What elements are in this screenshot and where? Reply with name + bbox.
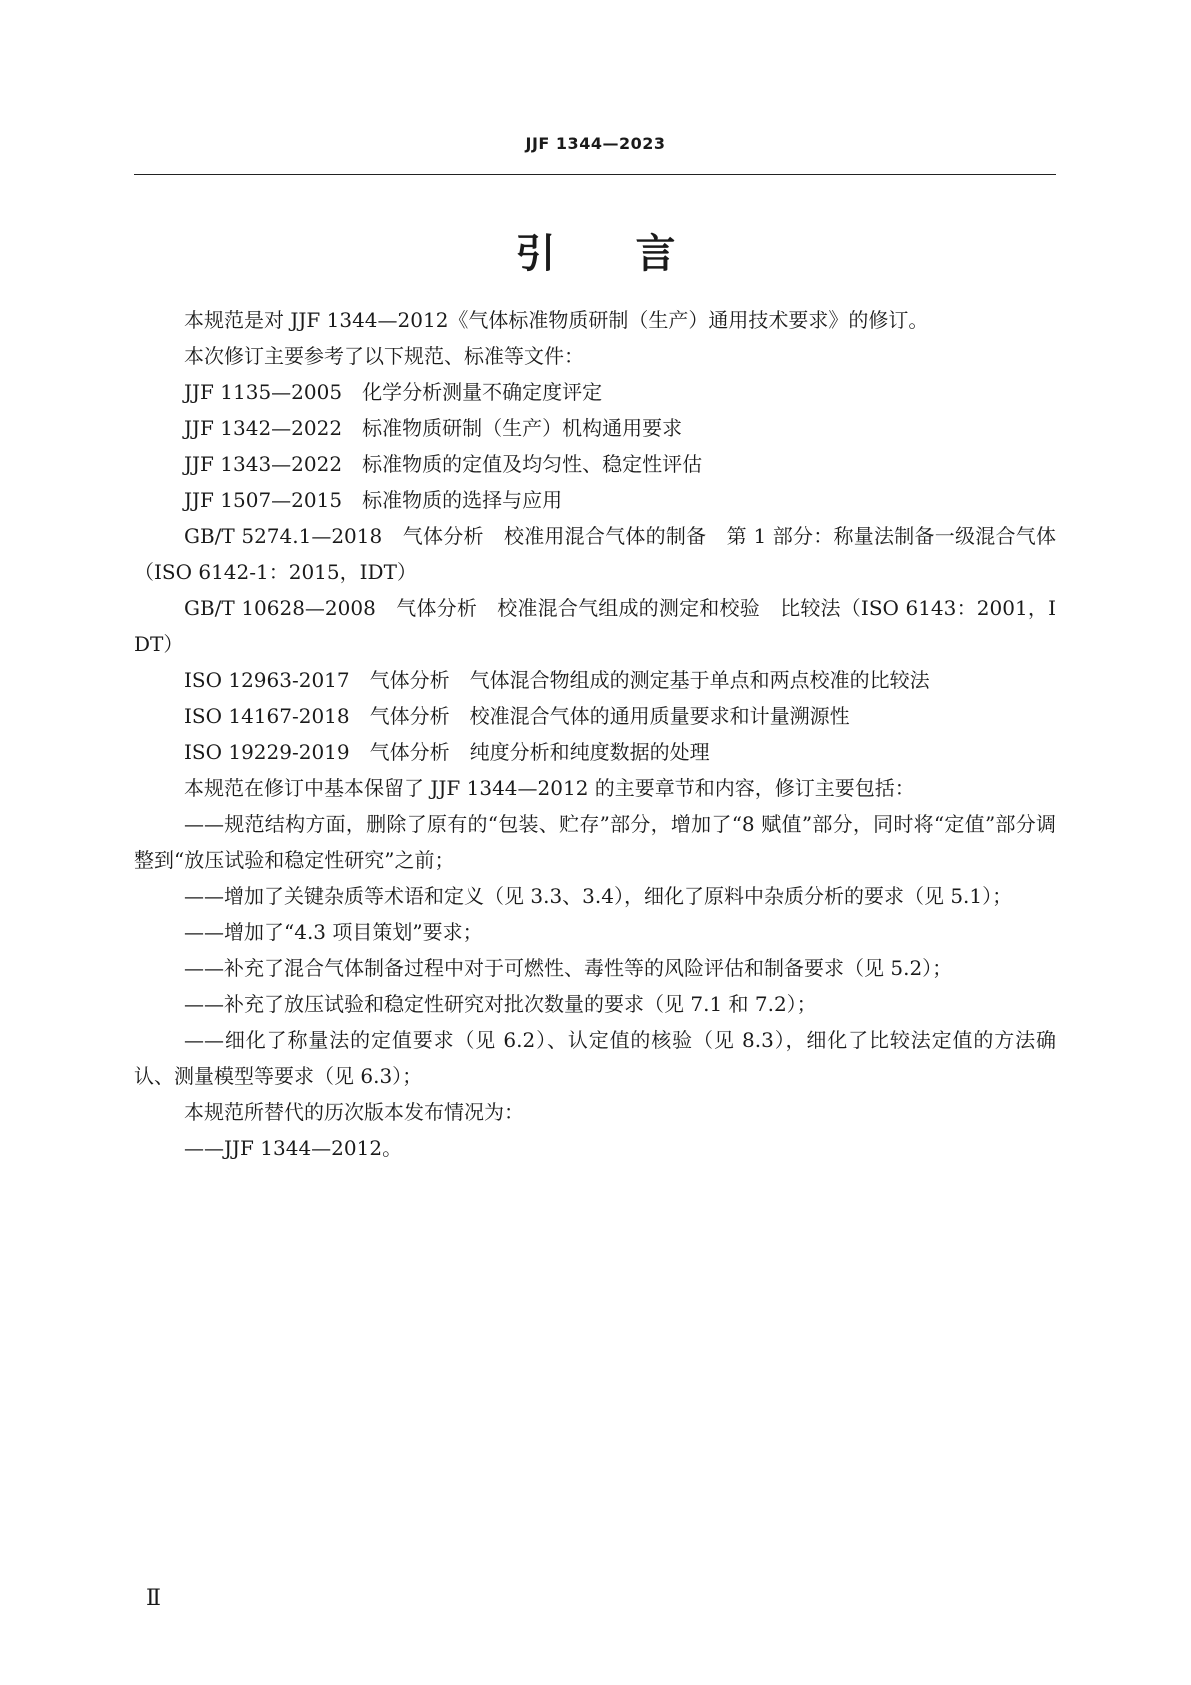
header-rule	[134, 174, 1056, 175]
reference-title: 化学分析测量不确定度评定	[362, 380, 603, 404]
reference-title: 标准物质研制（生产）机构通用要求	[362, 416, 683, 440]
reference-item	[134, 734, 1056, 770]
reference-item-long: GB/T 5274.1—2018 气体分析 校准用混合气体的制备 第 1 部分：称量法制备一级混合气体（ISO 6142-1：2015，IDT）	[134, 524, 1056, 584]
reference-item	[134, 410, 1056, 446]
change-item: ——规范结构方面，删除了原有的“包装、贮存”部分，增加了“8 赋值”部分，同时将“定值”部分调整到“放压试验和稳定性研究”之前；	[134, 812, 1056, 872]
document-header-code: JJF 1344—2023	[525, 134, 666, 153]
reference-title: 气体分析 气体混合物组成的测定基于单点和两点校准的比较法	[369, 668, 930, 692]
reference-item	[134, 698, 1056, 734]
changes-intro-paragraph: 本规范在修订中基本保留了 JJF 1344—2012 的主要章节和内容，修订主要包括：	[184, 776, 915, 800]
reference-code: JJF 1342—2022	[184, 416, 343, 440]
page-number: Ⅱ	[146, 1586, 161, 1611]
reference-title: 气体分析 校准混合气体的通用质量要求和计量溯源性	[369, 704, 850, 728]
change-item: ——增加了“4.3 项目策划”要求；	[184, 920, 483, 944]
reference-code: JJF 1343—2022	[184, 452, 343, 476]
reference-title: 气体分析 纯度分析和纯度数据的处理	[369, 740, 710, 764]
intro-paragraph: 本规范是对 JJF 1344—2012《气体标准物质研制（生产）通用技术要求》的修订。	[184, 308, 929, 332]
reference-item	[134, 662, 1056, 698]
document-body	[134, 302, 1056, 1166]
change-item: ——补充了混合气体制备过程中对于可燃性、毒性等的风险评估和制备要求（见 5.2）；	[184, 956, 953, 980]
reference-code: ISO 12963-2017	[184, 668, 350, 692]
reference-code: JJF 1135—2005	[184, 380, 343, 404]
reference-item	[134, 446, 1056, 482]
change-item: ——增加了关键杂质等术语和定义（见 3.3、3.4），细化了原料中杂质分析的要求（见 5.1）；	[184, 884, 1013, 908]
reference-code: JJF 1507—2015	[184, 488, 343, 512]
page-title: 引言	[515, 231, 756, 277]
reference-code: ISO 14167-2018	[184, 704, 350, 728]
reference-title: 标准物质的定值及均匀性、稳定性评估	[362, 452, 703, 476]
reference-item	[134, 482, 1056, 518]
history-item: ——JJF 1344—2012。	[184, 1136, 403, 1160]
change-item: ——细化了称量法的定值要求（见 6.2）、认定值的核验（见 8.3），细化了比较法定值的方法确认、测量模型等要求（见 6.3）；	[134, 1028, 1056, 1088]
reference-title: 标准物质的选择与应用	[362, 488, 563, 512]
reference-intro-paragraph: 本次修订主要参考了以下规范、标准等文件：	[184, 344, 584, 368]
reference-item-long: GB/T 10628—2008 气体分析 校准混合气组成的测定和校验 比较法（ISO 6143：2001，IDT）	[134, 596, 1056, 656]
change-item: ——补充了放压试验和稳定性研究对批次数量的要求（见 7.1 和 7.2）；	[184, 992, 817, 1016]
reference-code: ISO 19229-2019	[184, 740, 350, 764]
reference-item	[134, 374, 1056, 410]
history-intro-paragraph: 本规范所替代的历次版本发布情况为：	[184, 1100, 524, 1124]
